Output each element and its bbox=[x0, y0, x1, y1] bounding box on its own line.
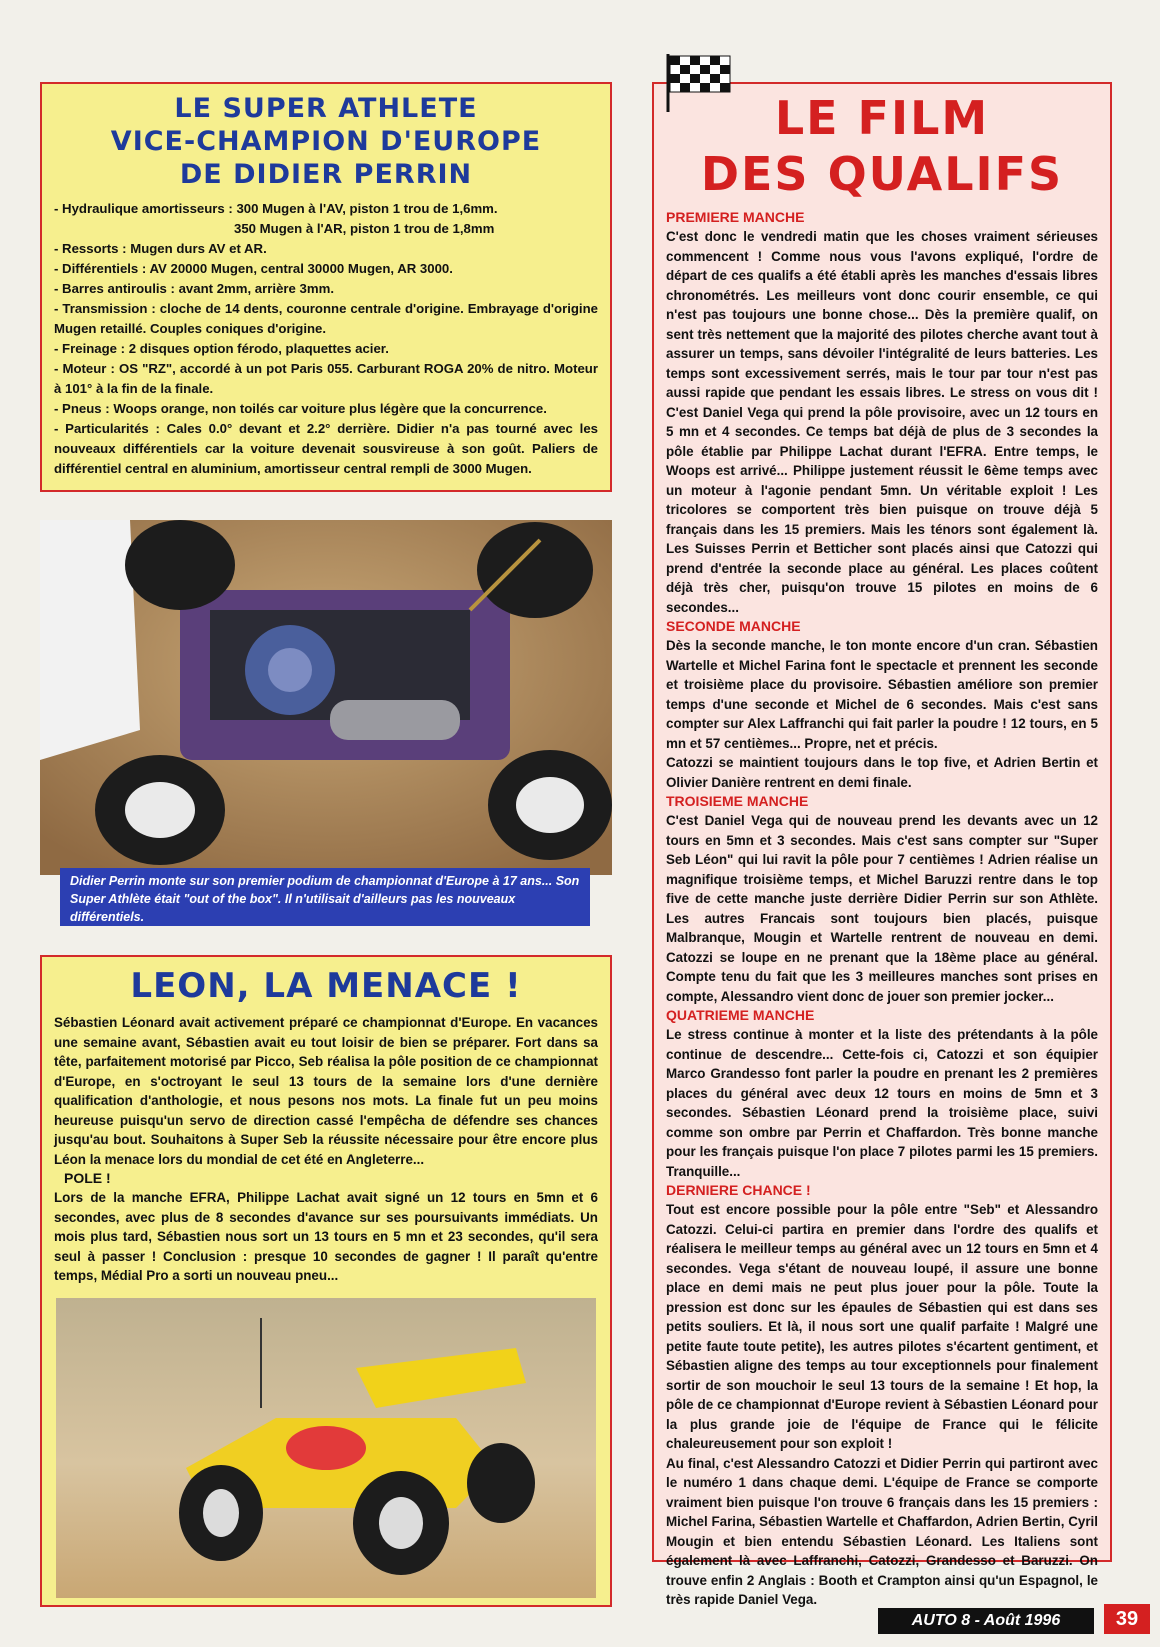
buggy-top-illustration bbox=[40, 520, 612, 875]
section-heading: SECONDE MANCHE bbox=[666, 618, 801, 634]
section-text: Dès la seconde manche, le ton monte encore d'un cran. Sébastien Wartelle et Michel Farina font le spectacle et prennent les seconde et troisième place du provisoire. Sébastien améliore son premier temps d'une seconde et Michel de 6 secondes. Mais c'est sans compter sur Alex Laffranchi qui fait parler la poudre ! 12 tours, en 5 mn et 57 centièmes... Propre, net et précis. bbox=[666, 638, 1098, 751]
film-box bbox=[652, 82, 1112, 1607]
photo1-caption: Didier Perrin monte sur son premier podium de championnat d'Europe à 17 ans... Son Super Athlète était "out of the box". Il n'utilisait d'ailleurs pas les nouveaux différentiels. bbox=[60, 868, 590, 926]
page-number: 39 bbox=[1104, 1604, 1150, 1634]
section-text: Au final, c'est Alessandro Catozzi et Didier Perrin qui partiront avec le numéro 1 dans chaque demi. L'équipe de France se comporte vraiment bien puisque l'on trouve 6 français dans les 15 premiers : Michel Farina, Sébastien Wartelle et Chaffardon, Adrien Bertin, Cyril Mougin et bien entendu Sébastien Léonard. Les Italiens sont également là avec Laffranchi, Catozzi, Grandesso et Baruzzi. On trouve enfin 2 Anglais : Booth et Crampton ainsi qu'un Espagnol, le très rapide Daniel Vega. bbox=[666, 1455, 1098, 1607]
film-title-line: LE FILM bbox=[774, 91, 990, 145]
magazine-footer: AUTO 8 - Août 1996 bbox=[878, 1608, 1094, 1634]
leon-title: LEON, LA MENACE ! bbox=[130, 966, 522, 1006]
yellow-buggy-photo bbox=[56, 1298, 596, 1598]
pole-paragraph: Lors de la manche EFRA, Philippe Lachat avait signé un 12 tours en 5mn et 6 secondes, avec plus de 8 secondes d'avance sur ses poursuivants immédiats. Un mois plus tard, Sébastien nous sort un 13 tours en 5 mn et 23 secondes, qu'il sera seul à passer ! Conclusion : presque 10 secondes de gagner ! Il paraît qu'entre temps, Médial Pro a sorti un nouveau pneu... bbox=[54, 1190, 598, 1283]
section-text: C'est donc le vendredi matin que les choses vraiment sérieuses commencent ! Comme nous vous l'avons expliqué, l'ordre de départ de ces qualifs a été établi après les manches d'essais libres chronométrés. Les meilleurs vont donc courir ensemble, ce qui n'est pas toujours une bonne chose... Dès la première qualif, on sent très nettement que la majorité des pilotes cherche avant tout à assurer un temps, sans dévoiler l'intégralité de leurs batteries. Les temps sont excessivement serrés, mais le tour par tour n'est pas aussi rapide que pendant les essais libres. Le stress on vous dit ! C'est Daniel Vega qui prend la pôle provisoire, avec un 12 tours en 5 mn et 4 secondes. Ce temps bat déjà de plus de 3 secondes la pôle établie par Philippe Lachat durant l'EFRA. Entre temps, le Woops est arrivé... Philippe justement réussit le 6ème temps avec un moteur à l'agonie pendant 5mn. Un véritable exploit ! Les tricolores se comportent très bien puisque on trouve déjà 5 français dans les 15 premiers. Mais les ténors sont également là. Les Suisses Perrin et Betticher sont placés ainsi que Catozzi qui prend d'entrée la seconde place au général. Les places coûtent déjà très cher, puisqu'on trouve 15 pilotes en moins de 6 secondes... bbox=[666, 229, 1098, 615]
spec-title bbox=[54, 92, 598, 191]
leon-paragraph: Sébastien Léonard avait activement préparé ce championnat d'Europe. En vacances une semaine avant, Sébastien avait eu tout loisir de bien se préparer. Fort dans sa tête, parfaitement motorisé par Picco, Seb réalisa la pôle position de ce championnat d'Europe, en s'octroyant le seul 13 tours de la semaine lors d'une dernière qualification d'anthologie, et nous pesons nos mots. La finale fut un peu moins heureuse puisqu'un servo de direction cassé l'empêcha de défendre ses chances jusqu'au bout. Souhaitons à Super Seb la réussite nécessaire pour être encore plus Léon la menace lors du mondial de cet été en Angleterre... bbox=[54, 1015, 598, 1167]
section-heading: QUATRIEME MANCHE bbox=[666, 1007, 815, 1023]
yellow-buggy-illustration bbox=[56, 1298, 596, 1598]
spec-item: - Différentiels : AV 20000 Mugen, central 30000 Mugen, AR 3000. bbox=[54, 261, 453, 276]
spec-item: - Hydraulique amortisseurs : 300 Mugen à l'AV, piston 1 trou de 1,6mm. bbox=[54, 201, 498, 216]
section-text: Catozzi se maintient toujours dans le top five, et Adrien Bertin et Olivier Danière rentrent en demi finale. bbox=[666, 755, 1098, 790]
spec-list bbox=[54, 199, 598, 479]
section-heading: TROISIEME MANCHE bbox=[666, 793, 809, 809]
checkered-flag-icon bbox=[664, 52, 734, 114]
pole-heading: POLE ! bbox=[64, 1170, 111, 1186]
spec-title-line: LE SUPER ATHLETE bbox=[174, 93, 478, 124]
section-text: C'est Daniel Vega qui de nouveau prend les devants avec un 12 tours en 5mn et 3 secondes. Mais c'est sans compter sur "Super Seb Léon" qui lui ravit la pôle pour 7 centièmes ! Adrien réalise un magnifique troisième temps, et Michel Baruzzi rentre dans le top five de cette manche juste derrière Didier Perrin sur son Athlète. Les autres Francais sont toujours bien placés, puisque Malbranque, Mougin et Wartelle rentrent de nouveau en demi. Catozzi se loupe en ne prenant que la 18ème place au général. Compte tenu du fait que les 3 meilleures manches sont prises en compte, Alessandro vient donc de jouer son premier jocker... bbox=[666, 813, 1098, 1004]
spec-item: - Barres antiroulis : avant 2mm, arrière 3mm. bbox=[54, 281, 334, 296]
spec-item: - Transmission : cloche de 14 dents, couronne centrale d'origine. Embrayage d'origine Mugen retaillé. Couples coniques d'origine. bbox=[54, 301, 598, 336]
spec-item: - Moteur : OS "RZ", accordé à un pot Paris 055. Carburant ROGA 20% de nitro. Moteur à 101° à la fin de la finale. bbox=[54, 361, 598, 396]
film-title-line: DES QUALIFS bbox=[700, 147, 1064, 201]
spec-item: - Freinage : 2 disques option férodo, plaquettes acier. bbox=[54, 341, 389, 356]
section-heading: PREMIERE MANCHE bbox=[666, 209, 805, 225]
section-text: Le stress continue à monter et la liste des prétendants à la pôle continue de descendre... Cette-fois ci, Catozzi et son équipier Marco Grandesso font parler la poudre en prenant les 2 premières places du général avec deux 12 tours en moins de 5mn et 3 secondes. Sébastien Léonard prend la troisième place, suivi comme son ombre par Perrin et Chaffardon. Très bonne manche pour les français puisque l'on place 7 pilotes parmi les 15 premiers. Tranquille... bbox=[666, 1027, 1098, 1179]
section-text: Tout est encore possible pour la pôle entre "Seb" et Alessandro Catozzi. Celui-ci partira en premier dans l'ordre des qualifs et réalisera le meilleur temps au général avec un 12 tours en 5mn et 4 secondes. Vega s'étant de nouveau loupé, il assure une bonne place en demi mais ne peut plus jouer pour la pôle. Toute la pression est donc sur les épaules de Sébastien qui est dans ses petits souliers. Et là, il nous sort une qualif parfaite ! Malgré une petite faute toute petite), les autres pilotes s'écartent gentiment, et Sébastien aligne des temps au tour exceptionnels pour finalement sortir de son mouchoir le seul 13 tours de la semaine ! Et hop, la pôle de ce championnat d'Europe revient à Sébastien Léonard pour la plus grande joie de l'équipe de France qui le félicite chaleureusement pour son exploit ! bbox=[666, 1202, 1098, 1451]
spec-box bbox=[40, 82, 612, 492]
spec-item: - Ressorts : Mugen durs AV et AR. bbox=[54, 241, 267, 256]
section-heading: DERNIERE CHANCE ! bbox=[666, 1182, 811, 1198]
spec-title-line: DE DIDIER PERRIN bbox=[179, 159, 473, 190]
buggy-top-photo bbox=[40, 520, 612, 875]
spec-title-line: VICE-CHAMPION D'EUROPE bbox=[110, 126, 542, 157]
spec-item: 350 Mugen à l'AR, piston 1 trou de 1,8mm bbox=[234, 221, 495, 236]
spec-item: - Pneus : Woops orange, non toilés car voiture plus légère que la concurrence. bbox=[54, 401, 547, 416]
spec-item: - Particularités : Cales 0.0° devant et 2.2° derrière. Didier n'a pas tourné avec les nouveaux différentiels car la voiture devenait sousvireuse à son goût. Paliers de différentiel central en aluminium, amortisseur central rempli de 3000 Mugen. bbox=[54, 421, 598, 476]
